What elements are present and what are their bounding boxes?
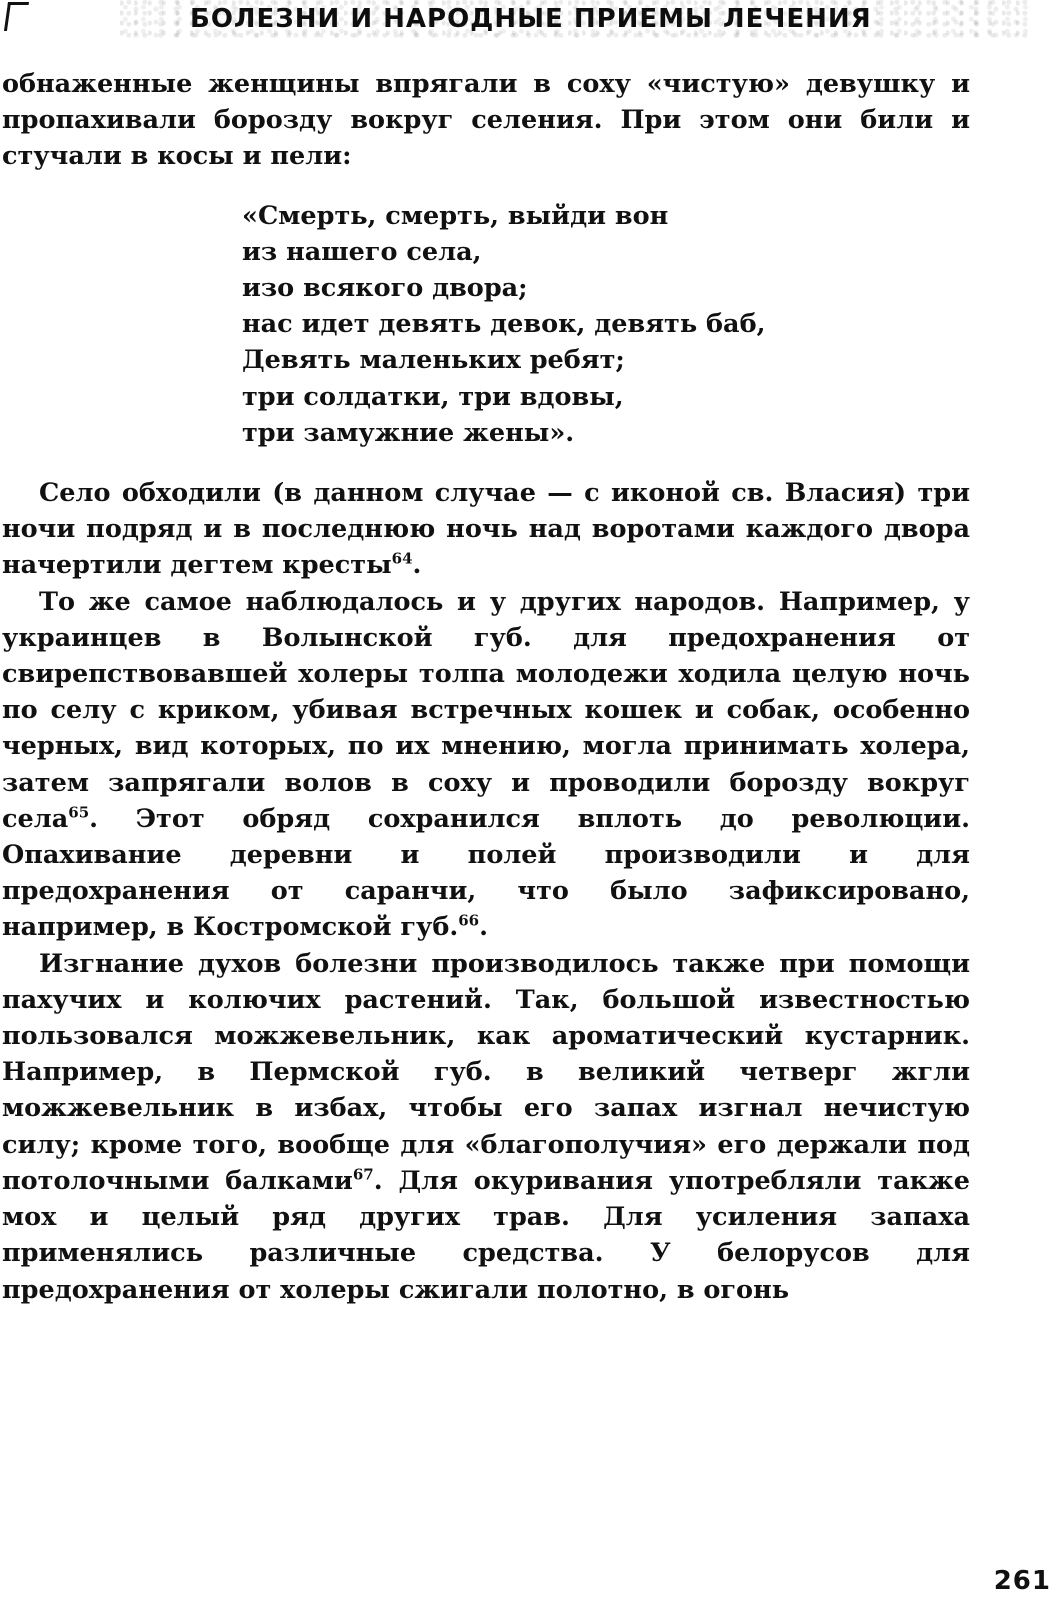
paragraph-4 [2, 946, 970, 1308]
footnote-ref-67[interactable]: 67 [352, 1165, 374, 1184]
running-title: БОЛЕЗНИ И НАРОДНЫЕ ПРИЕМЫ ЛЕЧЕНИЯ [190, 4, 872, 34]
paragraph-3 [2, 584, 970, 946]
verse-line: три замужние жены». [242, 417, 575, 448]
paragraph-1: обнаженные женщины впрягали в соху «чистую» девушку и пропахивали борозду вокруг селения. При этом они били и стучали в косы и пели: [2, 69, 970, 172]
page-body [2, 66, 970, 1308]
corner-ornament [4, 2, 29, 31]
verse-block [242, 198, 970, 451]
paragraph-3-text-b: . Этот обряд сохранился вплоть до революции. Опахивание деревни и полей производили и для предохранения от саранчи, что было зафиксировано, например, в Костромской губ. [2, 803, 970, 943]
footnote-ref-65[interactable]: 65 [68, 803, 90, 822]
paragraph-3-text-c: . [479, 912, 489, 943]
verse-line: три солдатки, три вдовы, [242, 381, 624, 412]
paragraph-2-text: Село обходили (в данном случае — с иконой св. Власия) три ночи подряд и в последнюю ночь над воротами каждого двора начертили дегтем кресты [2, 478, 970, 581]
paragraph-4-text-a: Изгнание духов болезни производилось также при помощи пахучих и колючих растений. Так, большой известностью пользовался можжевельник, как ароматический кустарник. Например, в Пермской губ. в великий четверг жгли можжевельник в избах, чтобы его запах изгнал нечистую силу; кроме того, вообще для «благополучия» его держали под потолочными балками [2, 948, 970, 1196]
footnote-ref-64[interactable]: 64 [391, 549, 413, 568]
verse-line: из нашего села, [242, 236, 482, 267]
verse-line: нас идет девять девок, девять баб, [242, 309, 766, 340]
footnote-ref-66[interactable]: 66 [458, 911, 480, 930]
verse-line: «Смерть, смерть, выйди вон [242, 200, 669, 231]
verse-line: Девять маленьких ребят; [242, 345, 625, 376]
paragraph-2 [2, 475, 970, 584]
paragraph-4-text-b: . Для окуривания употребляли также мох и целый ряд других трав. Для усиления запаха применялись различные средства. У белорусов для предохранения от холеры сжигали полотно, в огонь [2, 1165, 970, 1305]
page-number: 261 [993, 1566, 1051, 1596]
running-header [0, 0, 1053, 42]
paragraph-2-tail: . [412, 550, 422, 581]
paragraph-3-text-a: То же самое наблюдалось и у других народов. Например, у украинцев в Волынской губ. для предохранения от свирепствовавшей холеры толпа молодежи ходила целую ночь по селу с криком, убивая встречных кошек и собак, особенно черных, вид которых, по их мнению, могла принимать холера, затем запрягали волов в соху и проводили борозду вокруг села [2, 586, 970, 834]
verse-line: изо всякого двора; [242, 273, 528, 304]
